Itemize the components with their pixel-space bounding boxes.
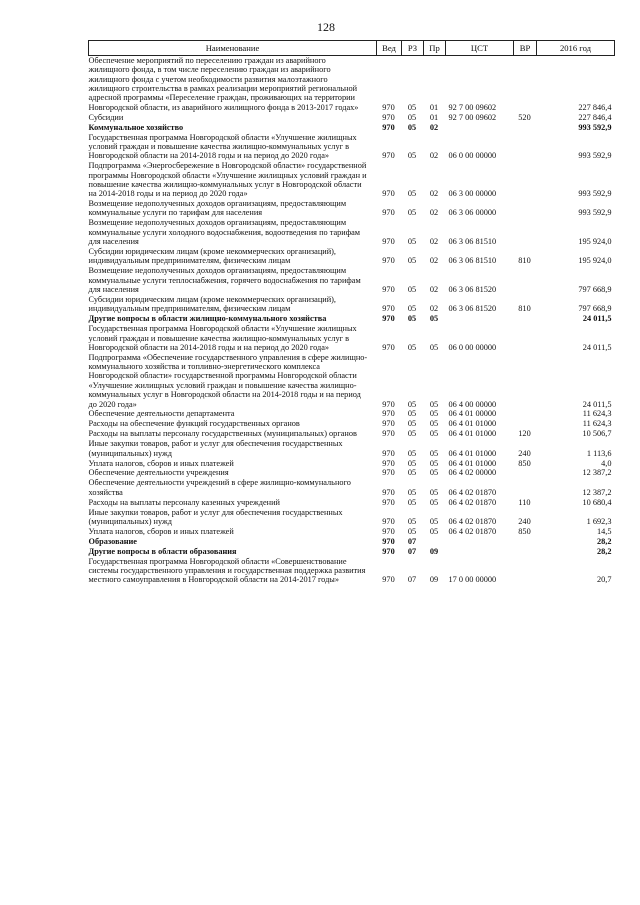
cell-sum: 24 011,5 — [582, 314, 612, 324]
cell-ved: 970 — [382, 151, 395, 161]
cell-ved: 970 — [382, 208, 395, 218]
cell-cst: 06 3 06 81510 — [448, 237, 497, 247]
cell-sum: 227 846,4 — [578, 112, 612, 122]
table-body — [89, 56, 615, 586]
cell-sum: 28,2 — [596, 546, 612, 556]
cell-ved: 970 — [382, 575, 395, 585]
cell-cst: 06 4 01 00000 — [448, 409, 497, 419]
cell-vr — [514, 199, 537, 218]
cell-vr — [514, 123, 537, 133]
cell-rz: 05 — [407, 285, 417, 294]
cell-ved: 970 — [382, 497, 395, 507]
cell-sum: 195 924,0 — [578, 237, 612, 247]
cell-name: Субсидии — [88, 112, 124, 122]
cell-pr: 05 — [429, 342, 439, 352]
cell-ved: 970 — [382, 256, 395, 266]
cell-rz: 05 — [407, 237, 417, 247]
cell-vr — [514, 324, 537, 353]
cell-ved: 970 — [382, 516, 395, 526]
cell-pr: 05 — [429, 497, 439, 507]
cell-vr — [514, 314, 537, 324]
table-row — [89, 419, 615, 429]
cell-rz: 07 — [407, 546, 417, 556]
cell-sum: 20,7 — [596, 575, 612, 585]
cell-sum: 797 668,9 — [578, 304, 612, 314]
cell-vr: 120 — [518, 429, 531, 439]
table-row — [89, 123, 615, 133]
cell-rz: 05 — [407, 112, 417, 122]
cell-sum: 24 011,5 — [582, 342, 612, 352]
cell-rz: 05 — [407, 429, 417, 439]
cell-name: Государственная программа Новгородской области «Улучшение жилищных условий граждан и повышение качества жилищно-коммунальных услуг в Новгородской области на 2014-2018 годы и на период до 2020 года» — [88, 324, 357, 352]
table-row — [89, 547, 615, 557]
header-name: Наименование — [89, 41, 377, 56]
cell-rz: 05 — [407, 419, 417, 429]
cell-cst: 06 4 01 01000 — [448, 458, 497, 468]
cell-pr: 02 — [429, 285, 439, 294]
header-ved: Вед — [377, 41, 402, 56]
table-row — [89, 56, 615, 113]
cell-pr: 05 — [429, 429, 439, 439]
cell-vr: 850 — [518, 458, 531, 468]
cell-ved: 970 — [382, 429, 395, 439]
cell-vr: 240 — [518, 516, 531, 526]
cell-sum: 993 592,9 — [578, 189, 612, 199]
cell-vr — [514, 56, 537, 113]
table-row — [89, 218, 615, 247]
cell-sum: 993 592,9 — [578, 122, 612, 132]
table-row — [89, 557, 615, 586]
cell-rz: 05 — [407, 208, 417, 218]
cell-name: Образование — [88, 536, 137, 546]
table-row — [89, 353, 615, 410]
cell-sum: 993 592,9 — [578, 208, 612, 218]
cell-pr: 02 — [429, 122, 439, 132]
cell-vr — [514, 547, 537, 557]
table-row — [89, 295, 615, 314]
cell-vr: 810 — [518, 304, 531, 314]
cell-vr — [514, 409, 537, 419]
cell-ved: 970 — [382, 122, 395, 132]
table-row — [89, 113, 615, 123]
cell-rz: 05 — [407, 102, 417, 112]
cell-name: Возмещение недополученных доходов организациям, предоставляющим коммунальные услуги теплоснабжения, горячего водоснабжения по тарифам для населения — [88, 266, 361, 294]
cell-cst: 06 0 00 00000 — [448, 151, 497, 161]
cell-vr — [514, 478, 537, 497]
cell-rz: 05 — [407, 526, 417, 536]
cell-cst: 06 4 02 01870 — [448, 526, 497, 536]
cell-vr — [514, 133, 537, 162]
cell-ved: 970 — [382, 102, 395, 112]
table-row — [89, 459, 615, 469]
cell-pr: 09 — [429, 546, 439, 556]
cell-cst: 06 4 00 00000 — [448, 399, 497, 409]
cell-name: Государственная программа Новгородской области «Совершенствование системы государственного управления и государственная поддержка развития местного самоуправления в Новгородской области на 2014-2017 годы» — [88, 556, 366, 585]
cell-cst — [446, 314, 514, 324]
table-row — [89, 498, 615, 508]
cell-cst: 06 4 02 01870 — [448, 497, 497, 507]
cell-rz: 07 — [407, 575, 417, 585]
cell-cst: 06 3 06 00000 — [448, 208, 497, 218]
cell-pr: 05 — [429, 409, 439, 419]
cell-name: Иные закупки товаров, работ и услуг для обеспечения государственных (муниципальных) нужд — [88, 439, 343, 458]
table-header — [89, 41, 615, 56]
cell-sum: 10 506,7 — [582, 429, 612, 439]
cell-vr: 240 — [518, 448, 531, 458]
cell-pr: 02 — [429, 208, 439, 218]
cell-rz: 07 — [407, 536, 417, 546]
cell-vr — [514, 468, 537, 478]
cell-pr: 05 — [429, 487, 439, 497]
cell-sum: 10 680,4 — [582, 497, 612, 507]
cell-ved: 970 — [382, 468, 395, 478]
cell-name: Обеспечение деятельности департамента — [88, 409, 235, 419]
cell-cst: 06 3 06 81510 — [448, 256, 497, 266]
cell-name: Субсидии юридическим лицам (кроме некоммерческих организаций), индивидуальным предпринимателям, физическим лицам — [88, 294, 337, 314]
cell-sum: 993 592,9 — [578, 151, 612, 161]
table-row — [89, 429, 615, 439]
cell-rz: 05 — [407, 497, 417, 507]
table-row — [89, 439, 615, 458]
cell-pr: 05 — [429, 399, 439, 409]
cell-pr — [424, 537, 446, 547]
cell-sum: 11 624,3 — [582, 419, 612, 429]
cell-name: Подпрограмма «Обеспечение государственного управления в сфере жилищно-коммунального хозяйства и топливно-энергетического комплекса Новгородской области» государственной программы Новгородской области «Улучшение жилищных условий граждан и повышение качества жилищно-коммунальных услуг в Новгородской области на 2014-2018 годы и на период до 2020 года» — [88, 352, 368, 409]
cell-sum: 797 668,9 — [578, 285, 612, 294]
cell-ved: 970 — [382, 237, 395, 247]
table-row — [89, 478, 615, 497]
table-row — [89, 324, 615, 353]
cell-ved: 970 — [382, 526, 395, 536]
cell-name: Обеспечение деятельности учреждений в сфере жилищно-коммунального хозяйства — [88, 478, 351, 497]
cell-vr — [514, 266, 537, 295]
cell-rz: 05 — [407, 468, 417, 478]
cell-ved: 970 — [382, 546, 395, 556]
cell-name: Обеспечение деятельности учреждения — [88, 468, 229, 478]
cell-name: Государственная программа Новгородской области «Улучшение жилищных условий граждан и повышение качества жилищно-коммунальных услуг в Новгородской области на 2014-2018 годы и на период до 2020 года» — [88, 132, 357, 161]
table-row — [89, 133, 615, 162]
cell-cst: 06 0 00 00000 — [448, 342, 497, 352]
cell-sum: 28,2 — [596, 536, 612, 546]
cell-name: Возмещение недополученных доходов организациям, предоставляющим коммунальные услуги по тарифам для населения — [88, 199, 347, 218]
cell-cst: 06 4 02 01870 — [448, 516, 497, 526]
cell-pr: 02 — [429, 256, 439, 266]
cell-name: Возмещение недополученных доходов организациям, предоставляющим коммунальные услуги холодного водоснабжения, водоотведения по тарифам для населения — [88, 218, 361, 247]
cell-vr — [514, 537, 537, 547]
cell-name: Коммунальное хозяйство — [88, 122, 184, 132]
cell-ved: 970 — [382, 399, 395, 409]
cell-sum: 1 692,3 — [586, 516, 612, 526]
cell-name: Уплата налогов, сборов и иных платежей — [88, 526, 234, 536]
table-row — [89, 247, 615, 266]
cell-cst: 06 4 01 01000 — [448, 429, 497, 439]
cell-vr: 810 — [518, 256, 531, 266]
cell-cst — [446, 547, 514, 557]
cell-sum: 195 924,0 — [578, 256, 612, 266]
cell-rz: 05 — [407, 409, 417, 419]
cell-name: Другие вопросы в области жилищно-коммунального хозяйства — [88, 314, 327, 324]
cell-sum: 14,5 — [596, 526, 612, 536]
cell-name: Другие вопросы в области образования — [88, 546, 237, 556]
cell-ved: 970 — [382, 112, 395, 122]
cell-pr: 05 — [429, 526, 439, 536]
cell-pr: 02 — [429, 189, 439, 199]
cell-name: Субсидии юридическим лицам (кроме некоммерческих организаций), индивидуальным предпринимателям, физическим лицам — [88, 247, 337, 266]
page-number: 128 — [317, 20, 335, 34]
header-cst: ЦСТ — [446, 41, 514, 56]
cell-name: Иные закупки товаров, работ и услуг для обеспечения государственных (муниципальных) нужд — [88, 507, 343, 526]
table-row — [89, 199, 615, 218]
table-row — [89, 266, 615, 295]
cell-rz: 05 — [407, 399, 417, 409]
cell-vr — [514, 161, 537, 199]
cell-rz: 05 — [407, 487, 417, 497]
cell-pr: 05 — [429, 516, 439, 526]
header-vr: ВР — [514, 41, 537, 56]
cell-vr: 520 — [518, 112, 531, 122]
cell-rz: 05 — [407, 314, 417, 324]
cell-pr: 05 — [429, 448, 439, 458]
cell-vr — [514, 557, 537, 586]
cell-sum: 11 624,3 — [582, 409, 612, 419]
cell-ved: 970 — [382, 285, 395, 294]
cell-pr: 09 — [429, 575, 439, 585]
cell-pr: 01 — [429, 102, 439, 112]
cell-pr: 02 — [429, 304, 439, 314]
cell-pr: 02 — [429, 151, 439, 161]
cell-name: Уплата налогов, сборов и иных платежей — [88, 458, 234, 468]
cell-name: Расходы на выплаты персоналу казенных учреждений — [88, 497, 280, 507]
cell-rz: 05 — [407, 342, 417, 352]
cell-ved: 970 — [382, 536, 395, 546]
cell-vr: 110 — [518, 497, 531, 507]
cell-cst: 06 3 06 81520 — [448, 304, 497, 314]
cell-name: Подпрограмма «Энергосбережение в Новгородской области» государственной программы Новгородской области «Улучшение жилищных условий граждан и повышение качества жилищно-коммунальных услуг в Новгородской области на 2014-2018 годы и на период до 2020 года» — [88, 161, 367, 199]
cell-cst: 06 4 01 01000 — [448, 419, 497, 429]
cell-vr — [514, 218, 537, 247]
table-row — [89, 161, 615, 199]
cell-rz: 05 — [407, 151, 417, 161]
cell-cst — [446, 537, 514, 547]
cell-name: Расходы на выплаты персоналу государственных (муниципальных) органов — [88, 429, 357, 439]
cell-pr: 01 — [429, 112, 439, 122]
cell-ved: 970 — [382, 304, 395, 314]
cell-cst: 92 7 00 09602 — [448, 102, 497, 112]
cell-cst: 06 4 02 00000 — [448, 468, 497, 478]
table-row — [89, 409, 615, 419]
cell-cst: 06 4 01 01000 — [448, 448, 497, 458]
cell-rz: 05 — [407, 448, 417, 458]
cell-ved: 970 — [382, 314, 395, 324]
cell-sum: 12 387,2 — [582, 487, 612, 497]
cell-sum: 24 011,5 — [582, 399, 612, 409]
header-pr: Пр — [424, 41, 446, 56]
cell-cst: 06 3 00 00000 — [448, 189, 497, 199]
cell-sum: 12 387,2 — [582, 468, 612, 478]
cell-pr: 02 — [429, 237, 439, 247]
cell-rz: 05 — [407, 304, 417, 314]
table-row — [89, 468, 615, 478]
cell-sum: 1 113,6 — [586, 448, 612, 458]
cell-cst: 17 0 00 00000 — [448, 575, 497, 585]
cell-cst: 06 4 02 01870 — [448, 487, 497, 497]
table-row — [89, 314, 615, 324]
cell-pr: 05 — [429, 468, 439, 478]
cell-rz: 05 — [407, 256, 417, 266]
cell-vr — [514, 353, 537, 410]
cell-sum: 4,0 — [601, 458, 612, 468]
header-rz: РЗ — [402, 41, 424, 56]
cell-pr: 05 — [429, 419, 439, 429]
cell-name: Расходы на обеспечение функций государственных органов — [88, 419, 300, 429]
cell-pr: 05 — [429, 458, 439, 468]
table-row — [89, 527, 615, 537]
budget-table — [88, 40, 615, 585]
cell-cst: 06 3 06 81520 — [448, 285, 497, 294]
cell-vr: 850 — [518, 526, 531, 536]
cell-rz: 05 — [407, 189, 417, 199]
cell-cst — [446, 123, 514, 133]
cell-ved: 970 — [382, 189, 395, 199]
table-row — [89, 537, 615, 547]
header-sum: 2016 год — [537, 41, 615, 56]
cell-ved: 970 — [382, 458, 395, 468]
cell-pr: 05 — [429, 314, 439, 324]
table-row — [89, 508, 615, 527]
cell-rz: 05 — [407, 516, 417, 526]
cell-cst: 92 7 00 09602 — [448, 112, 497, 122]
cell-ved: 970 — [382, 419, 395, 429]
cell-vr — [514, 419, 537, 429]
cell-rz: 05 — [407, 458, 417, 468]
cell-ved: 970 — [382, 342, 395, 352]
cell-ved: 970 — [382, 487, 395, 497]
cell-ved: 970 — [382, 409, 395, 419]
cell-ved: 970 — [382, 448, 395, 458]
cell-rz: 05 — [407, 122, 417, 132]
cell-name: Обеспечение мероприятий по переселению граждан из аварийного жилищного фонда, в том числе переселению граждан из аварийного жилищного фонда с учетом необходимости развития малоэтажного жилищного строительства в рамках реализации мероприятий региональной адресной программы «Переселение граждан, проживающих на территории Новгородской области, из аварийного жилищного фонда в 2013-2017 годах» — [88, 56, 359, 112]
cell-sum: 227 846,4 — [578, 102, 612, 112]
